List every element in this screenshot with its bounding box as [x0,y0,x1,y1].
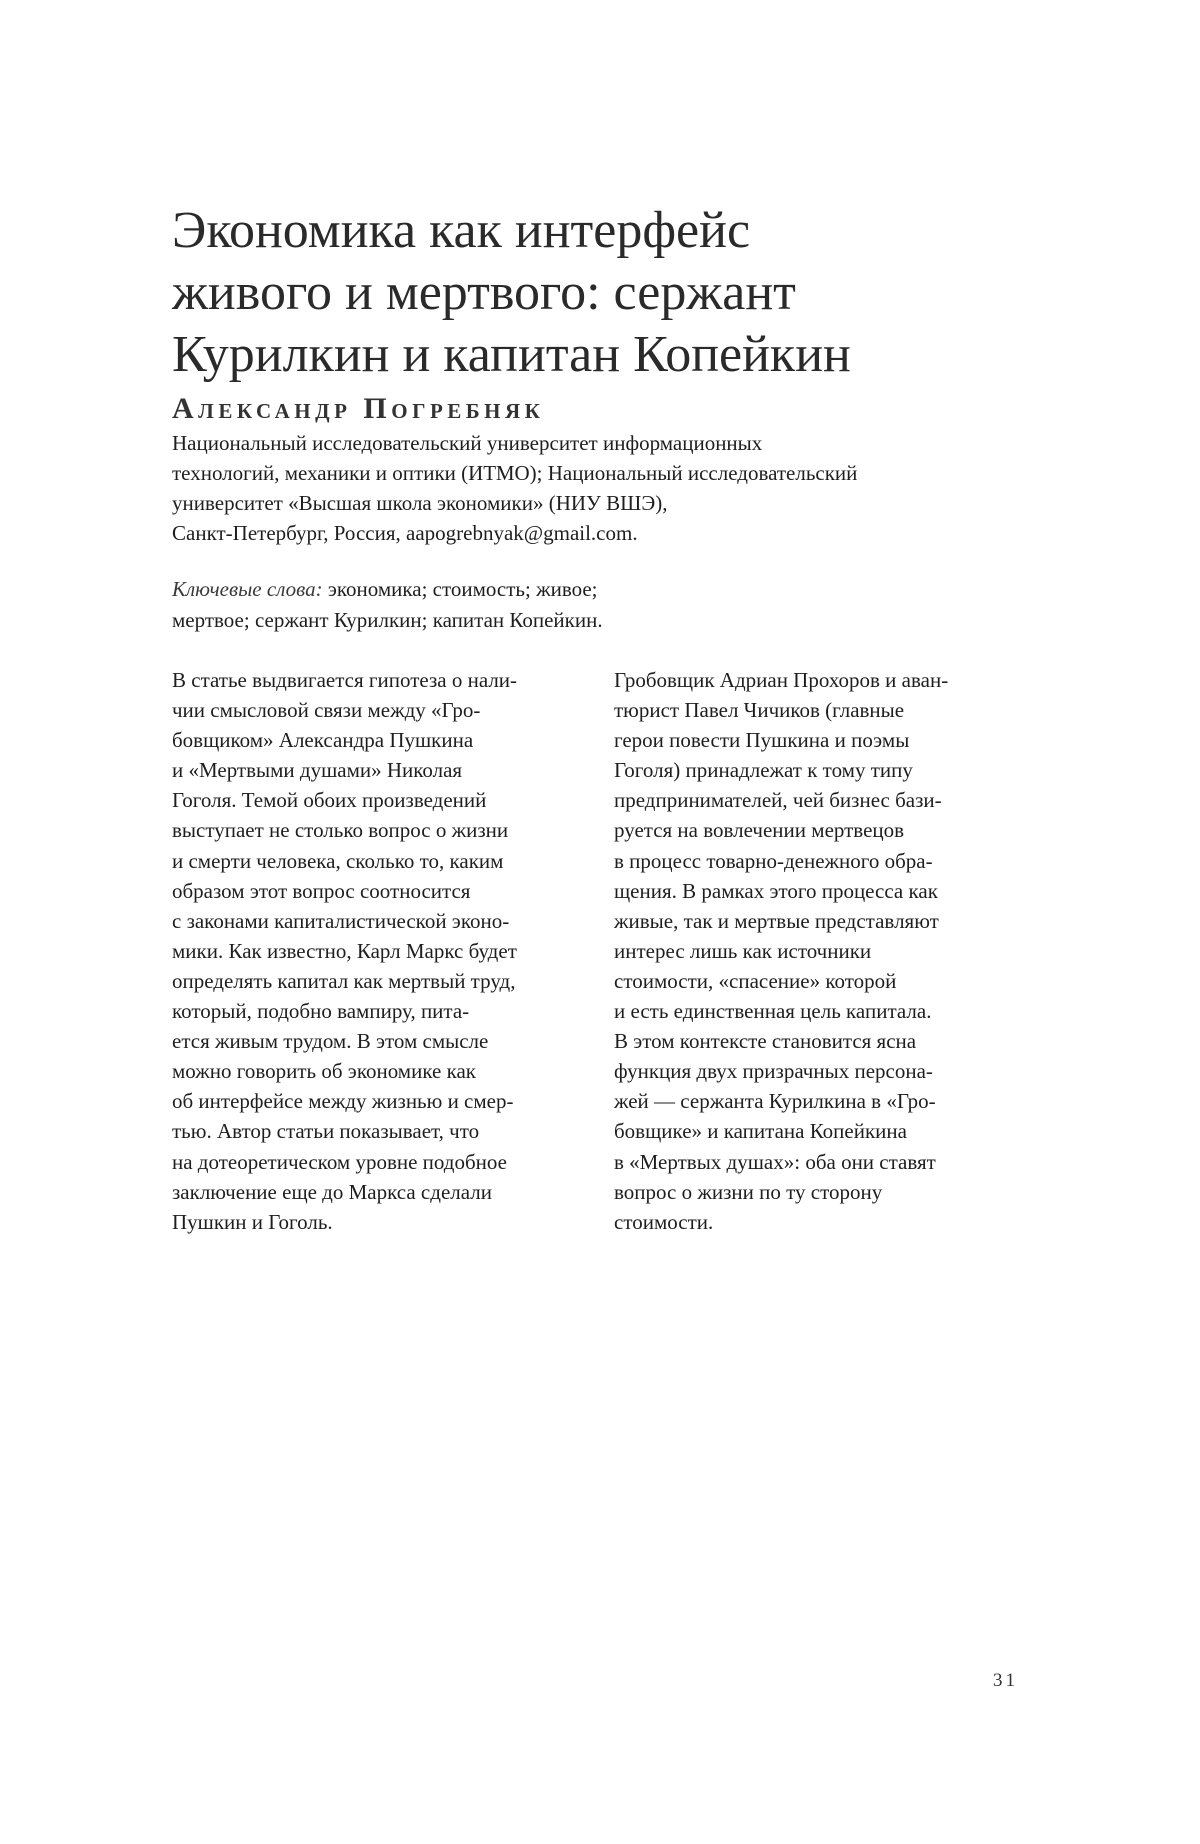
affiliation-line: технологий, механики и оптики (ИТМО); Национальный исследовательский [172,461,858,485]
abstract-line: Пушкин и Гоголь. [172,1209,333,1234]
abstract-line: и «Мертвыми душами» Николая [172,758,463,783]
abstract-line: Гробовщик Адриан Прохоров и аван- [614,668,949,692]
abstract-line: тюрист Павел Чичиков (главные [614,698,905,723]
abstract-line: в «Мертвых душах»: оба они ставят [614,1149,936,1174]
title-line: Экономика как интерфейс [172,202,751,259]
keywords-line: мертвое; сержант Курилкин; капитан Копейкин. [172,608,603,632]
abstract-line: стоимости. [614,1209,714,1234]
abstract-line: В этом контексте становится ясна [614,1029,917,1054]
affiliation-line: университет «Высшая школа экономики» (НИУ ВШЭ), [172,491,668,515]
abstract-line: об интерфейсе между жизнью и смер- [172,1089,514,1114]
abstract-line: интерес лишь как источники [614,938,872,963]
abstract-line: функция двух призрачных персона- [614,1059,933,1084]
abstract-line: стоимости, «спасение» которой [614,968,897,993]
abstract-line: мики. Как известно, Карл Маркс будет [172,938,517,963]
abstract-line: герои повести Пушкина и поэмы [614,728,910,753]
abstract-line: предпринимателей, чей бизнес бази- [614,788,942,813]
keywords-block [172,574,1032,636]
keywords-text: экономика; стоимость; живое; [322,577,598,601]
keywords-line [172,574,1032,605]
abstract-column-left [172,665,592,1237]
abstract-line: определять капитал как мертвый труд, [172,968,516,993]
abstract-line: Гоголя. Темой обоих произведений [172,788,487,813]
page-number: 31 [993,1670,1018,1691]
abstract-line: можно говорить об экономике как [172,1059,476,1084]
title-line: живого и мертвого: сержант [172,264,796,321]
abstract-line: образом этот вопрос соотносится [172,878,471,903]
abstract-line: руется на вовлечении мертвецов [614,818,905,843]
title-line: Курилкин и капитан Копейкин [172,326,851,383]
abstract-line: чии смысловой связи между «Гро- [172,698,481,723]
abstract-line: жей — сержанта Курилкина в «Гро- [614,1089,936,1114]
abstract-line: в процесс товарно-денежного обра- [614,848,933,873]
abstract-line: В статье выдвигается гипотеза о нали- [172,668,518,692]
article-title [172,200,952,386]
abstract-line: который, подобно вампиру, пита- [172,999,470,1024]
author-name: Александр Погребняк [172,392,545,425]
author-affiliation [172,428,1032,548]
abstract-line: на дотеоретическом уровне подобное [172,1149,507,1174]
abstract-line: Гоголя) принадлежат к тому типу [614,758,913,783]
abstract-line: бовщике» и капитана Копейкина [614,1119,907,1144]
abstract-line: щения. В рамках этого процесса как [614,878,938,903]
abstract-line: ется живым трудом. В этом смысле [172,1029,489,1054]
abstract-line: вопрос о жизни по ту сторону [614,1179,883,1204]
abstract-line: выступает не столько вопрос о жизни [172,818,509,843]
keywords-label: Ключевые слова: [172,577,323,601]
abstract-column-right [614,665,1034,1237]
affiliation-line: Санкт-Петербург, Россия, aapogrebnyak@gmail.com. [172,521,638,545]
abstract-line: тью. Автор статьи показывает, что [172,1119,480,1144]
abstract-line: заключение еще до Маркса сделали [172,1179,492,1204]
abstract-line: бовщиком» Александра Пушкина [172,728,474,753]
abstract-line: и смерти человека, сколько то, каким [172,848,504,873]
affiliation-line: Национальный исследовательский университет информационных [172,431,763,455]
abstract-line: живые, так и мертвые представляют [614,908,939,933]
abstract-line: с законами капиталистической эконо- [172,908,510,933]
abstract-line: и есть единственная цель капитала. [614,999,932,1024]
